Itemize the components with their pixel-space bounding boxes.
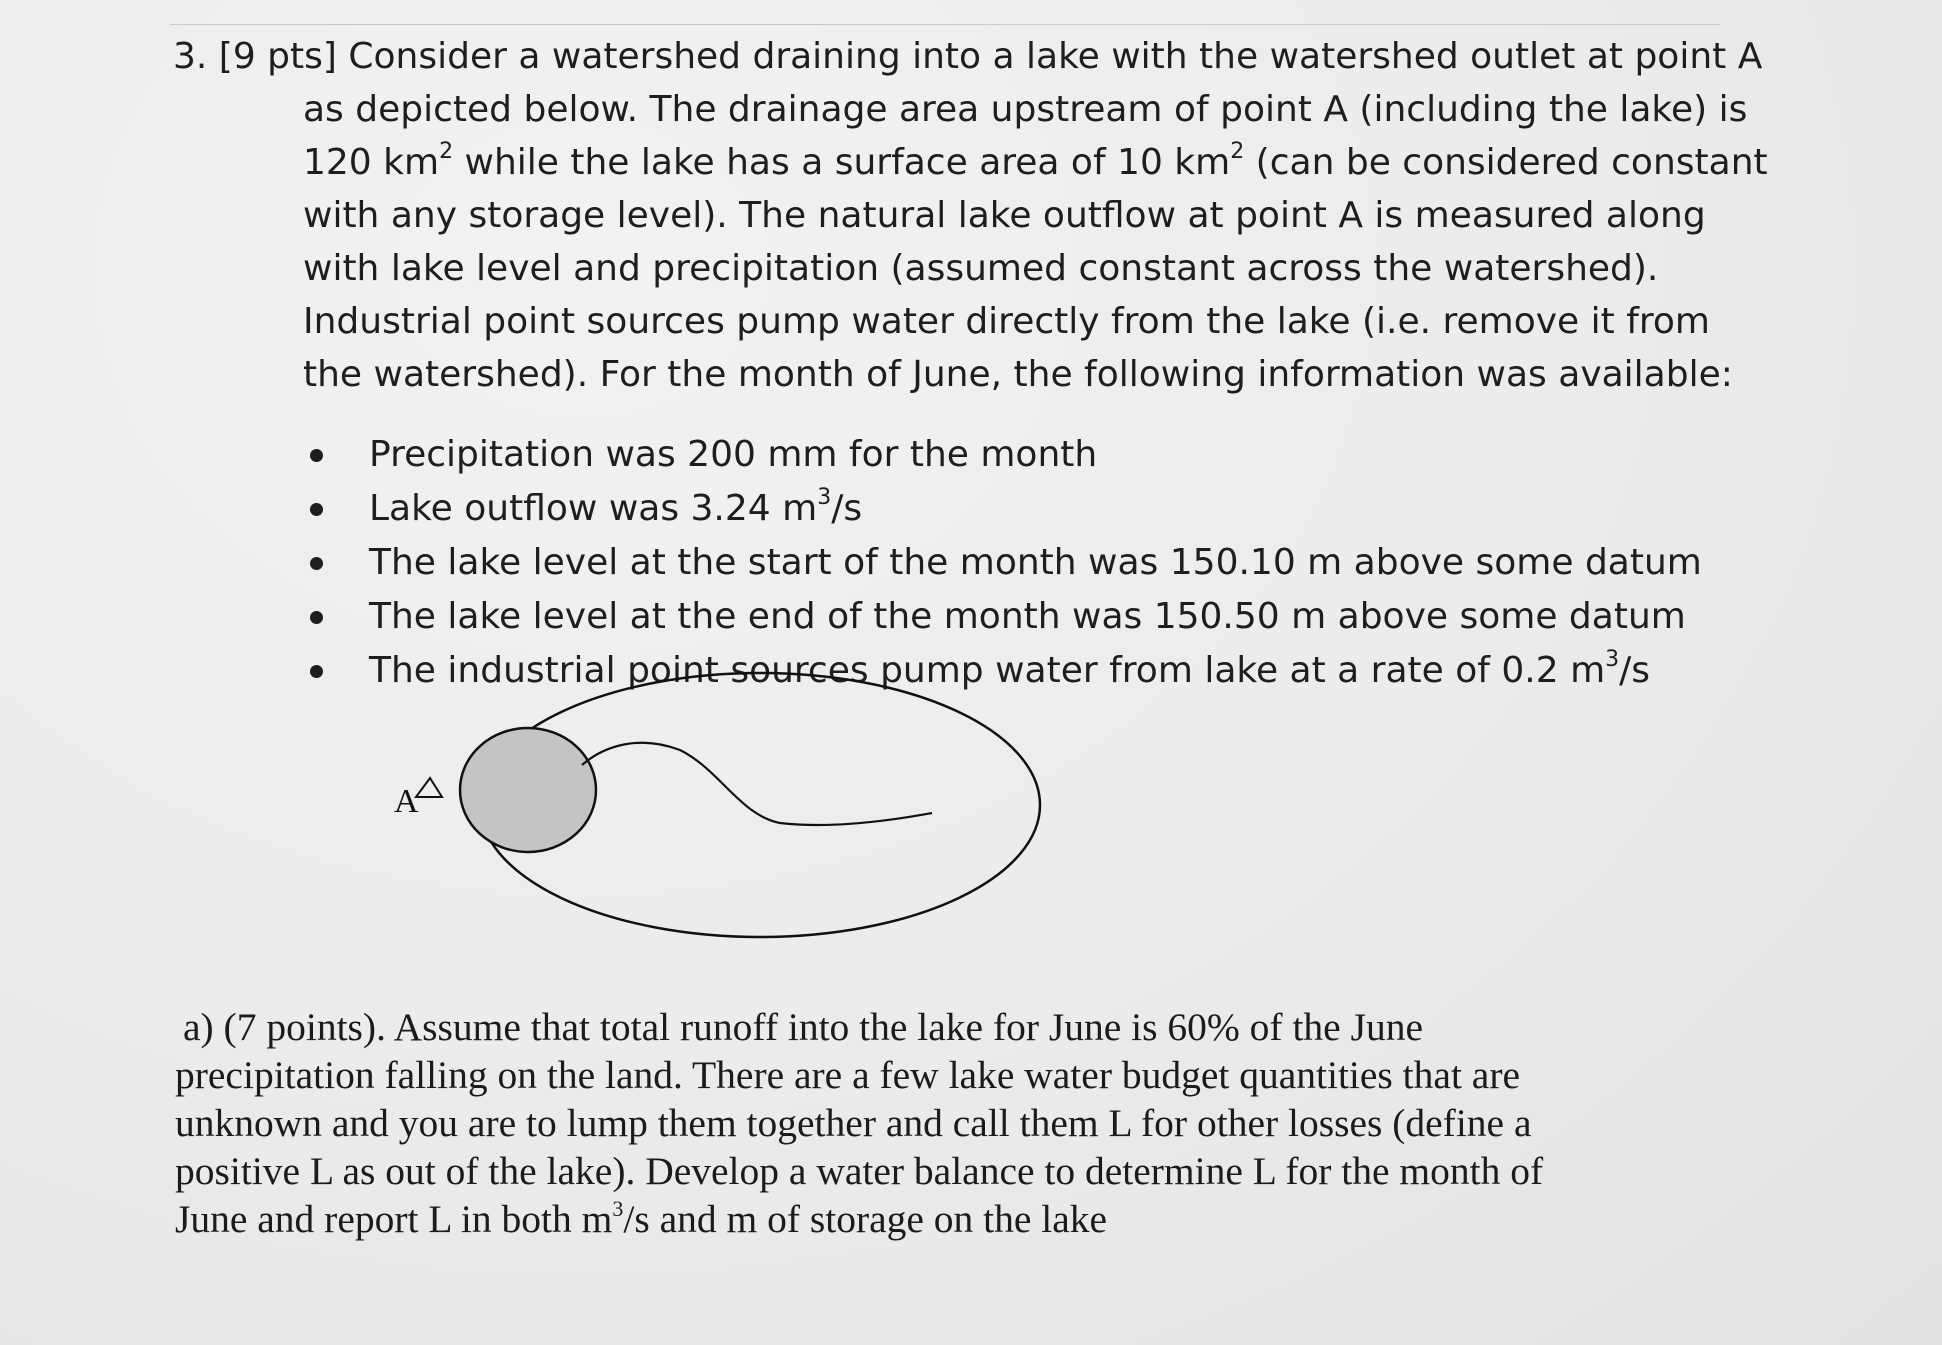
part-a-line-2: precipitation falling on the land. There are a few lake water budget quantities that are bbox=[175, 1053, 1521, 1097]
outlet-triangle-icon bbox=[416, 778, 442, 797]
part-a-sup: 3 bbox=[612, 1196, 624, 1221]
part-a-line-4: positive L as out of the lake). Develop a water balance to determine L for the month of bbox=[175, 1149, 1544, 1193]
area-lake: while the lake has a surface area of 10 km bbox=[453, 142, 1231, 183]
pumping-text: The industrial point sources pump water from lake at a rate of 0.2 m bbox=[369, 650, 1606, 691]
question-line-2: as depicted below. The drainage area upstream of point A (including the lake) is bbox=[303, 89, 1748, 130]
bullet-text: The lake level at the start of the month was 150.10 m above some datum bbox=[369, 542, 1702, 583]
part-a-line-5 bbox=[175, 1195, 1705, 1243]
area-watershed: 120 km bbox=[303, 142, 440, 183]
question-line-5: with lake level and precipitation (assumed constant across the watershed). bbox=[303, 248, 1659, 289]
bullet-dot-icon bbox=[310, 611, 323, 624]
part-a-report-end: /s and m of storage on the lake bbox=[623, 1197, 1108, 1241]
question-line-3 bbox=[173, 136, 1768, 189]
part-a-line-1: a) (7 points). Assume that total runoff into the lake for June is 60% of the June bbox=[183, 1005, 1423, 1049]
bullet-text: Precipitation was 200 mm for the month bbox=[369, 434, 1098, 475]
bullet-dot-icon bbox=[310, 503, 323, 516]
part-a-report: June and report L in both m bbox=[175, 1197, 613, 1241]
outflow-unit: /s bbox=[831, 488, 863, 529]
outflow-sup: 3 bbox=[817, 485, 832, 510]
watershed-diagram bbox=[390, 665, 1050, 955]
question-line-1: 3. [9 pts] Consider a watershed draining into a lake with the watershed outlet at point A bbox=[173, 36, 1763, 77]
question-text bbox=[173, 30, 1768, 691]
bullet-text bbox=[369, 482, 862, 536]
bullet-dot-icon bbox=[310, 557, 323, 570]
question-line-4: with any storage level). The natural lake outflow at point A is measured along bbox=[303, 195, 1706, 236]
area-sup-1: 2 bbox=[439, 139, 454, 164]
area-sup-2: 2 bbox=[1230, 139, 1245, 164]
stream-channel bbox=[582, 743, 932, 825]
question-line-7: the watershed). For the month of June, the following information was available: bbox=[303, 354, 1733, 395]
bullet-dot-icon bbox=[310, 665, 323, 678]
bullet-dot-icon bbox=[310, 449, 323, 462]
pumping-sup: 3 bbox=[1605, 647, 1620, 672]
lake bbox=[460, 728, 596, 852]
question-line-6: Industrial point sources pump water directly from the lake (i.e. remove it from bbox=[303, 301, 1710, 342]
top-rule bbox=[170, 24, 1720, 25]
part-a bbox=[175, 1003, 1705, 1243]
pumping-unit: /s bbox=[1619, 650, 1651, 691]
outflow-text: Lake outflow was 3.24 m bbox=[369, 488, 818, 529]
area-note: (can be considered constant bbox=[1244, 142, 1768, 183]
part-a-line-3: unknown and you are to lump them together and call them L for other losses (define a bbox=[175, 1101, 1532, 1145]
bullet-text: The lake level at the end of the month was 150.50 m above some datum bbox=[369, 596, 1686, 637]
outlet-label: A bbox=[394, 783, 419, 820]
